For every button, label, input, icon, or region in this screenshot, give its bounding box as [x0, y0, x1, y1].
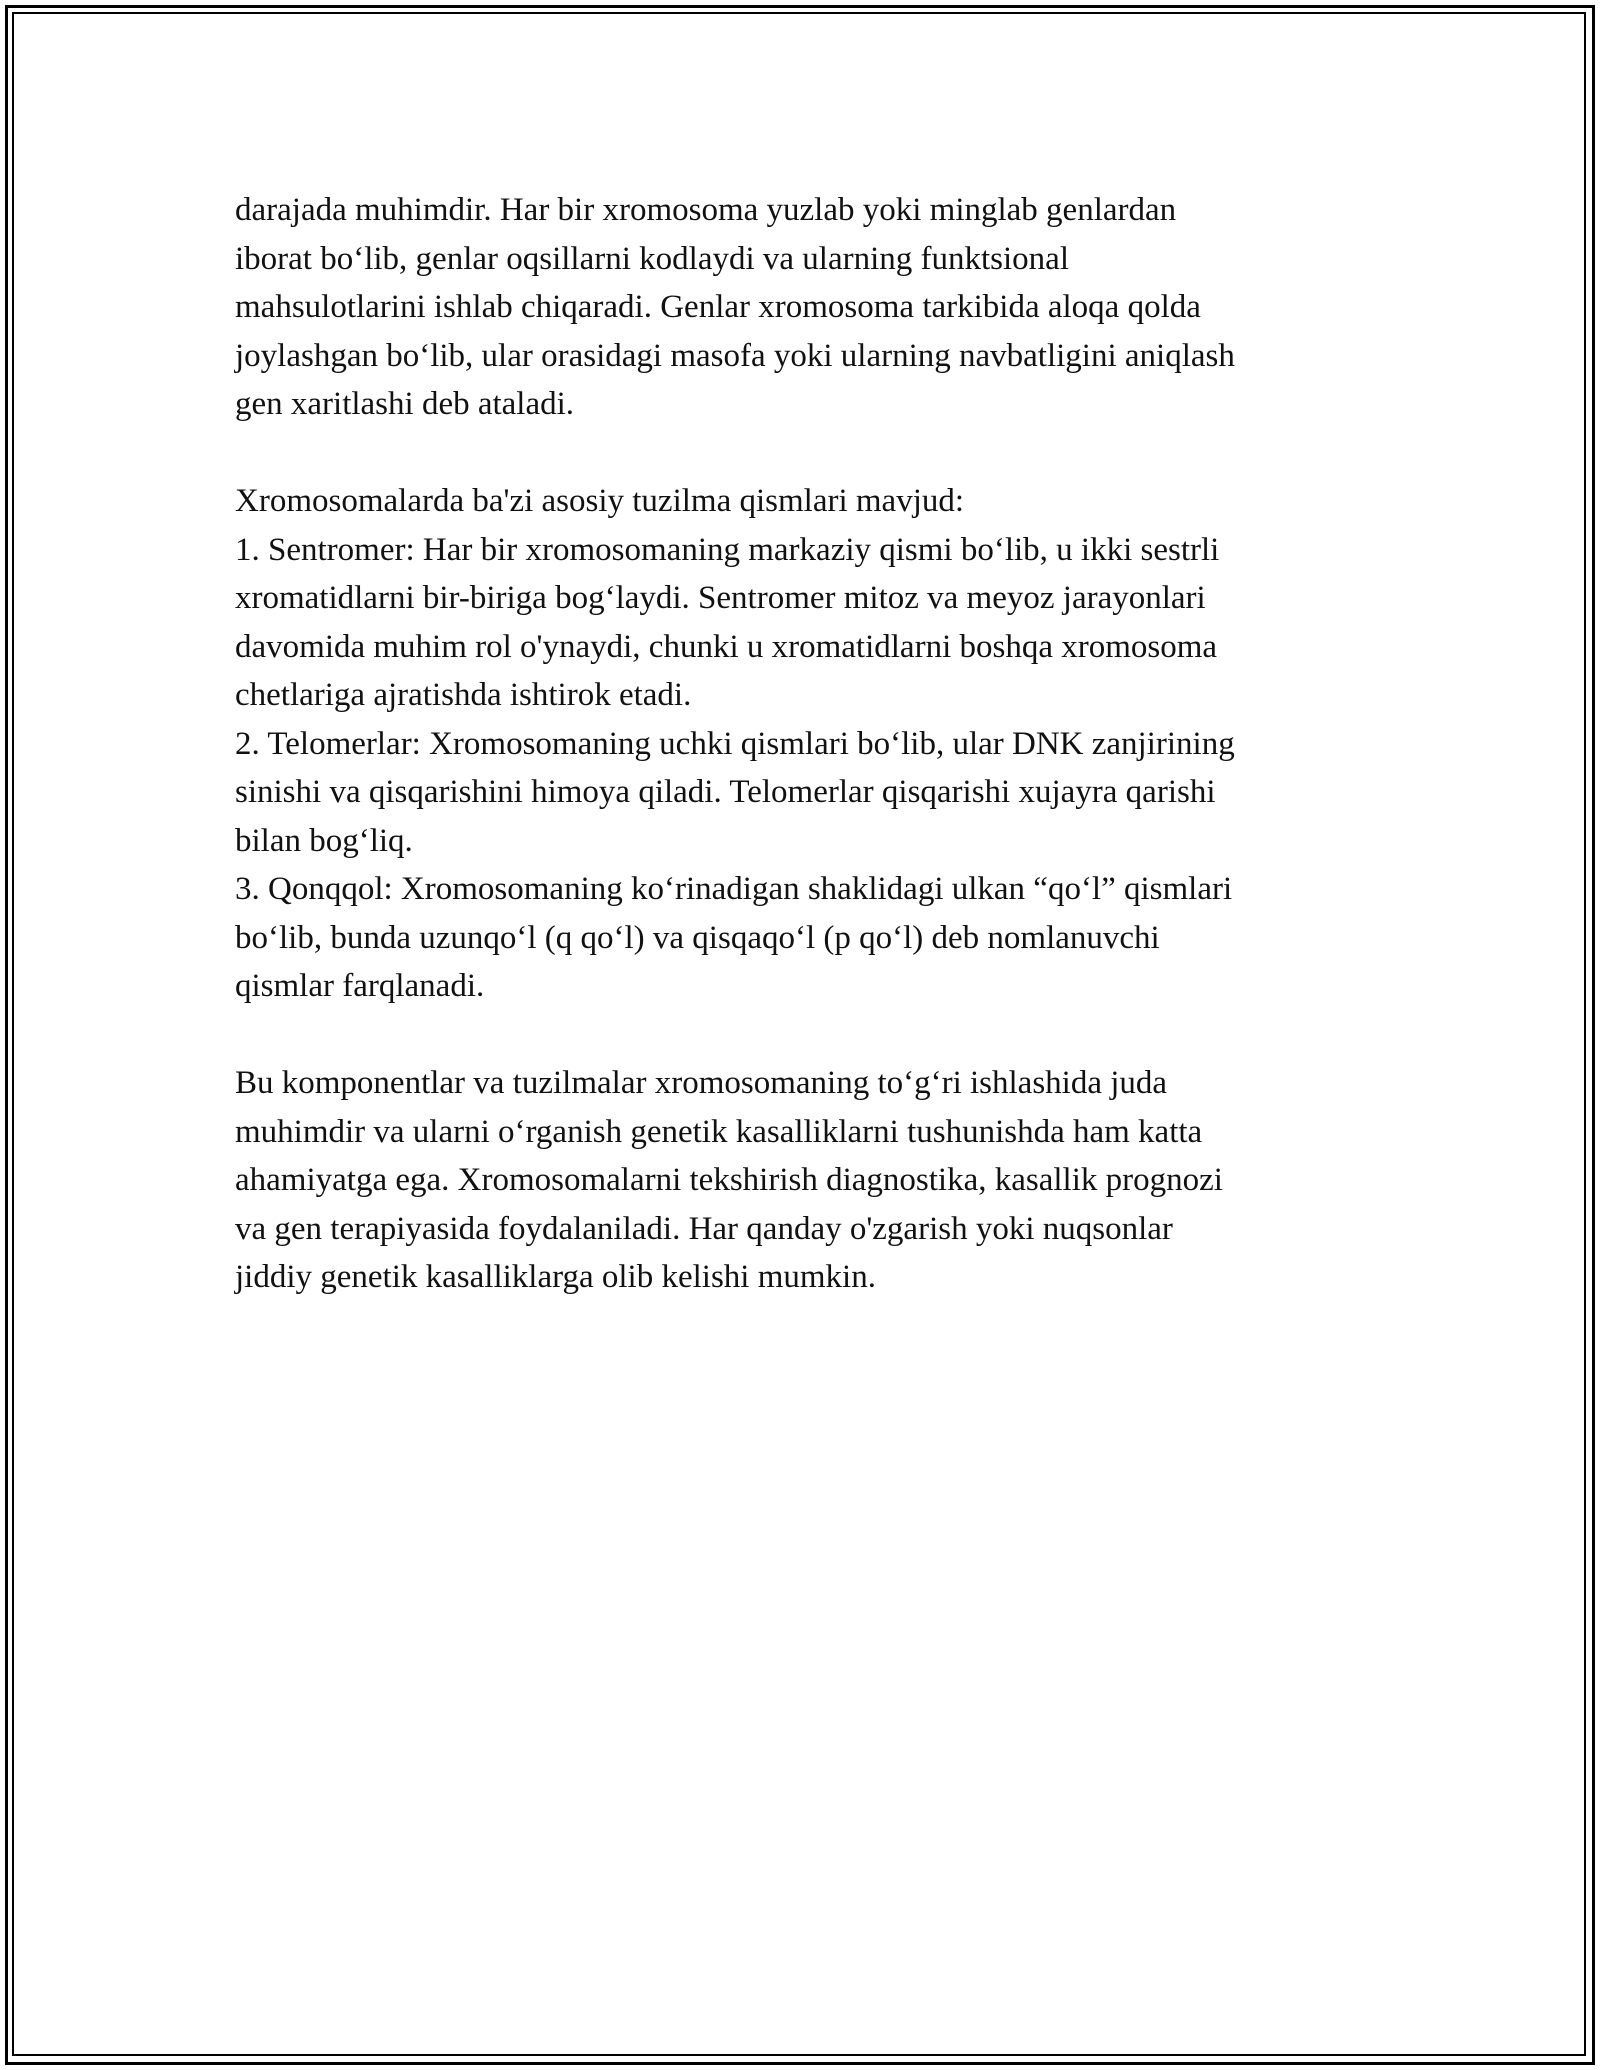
text-line: 3. Qonqqol: Xromosomaning ko‘rinadigan shaklidagi ulkan “qo‘l” qismlari [235, 871, 1233, 907]
text-line: xromatidlarni bir-biriga bog‘laydi. Sentromer mitoz va meyoz jarayonlari [235, 580, 1206, 616]
text-line: bilan bog‘liq. [235, 822, 413, 859]
text-line: bo‘lib, bunda uzunqo‘l (q qo‘l) va qisqaqo‘l (p qo‘l) deb nomlanuvchi [235, 919, 1160, 956]
text-line: gen xaritlashi deb ataladi. [235, 386, 575, 422]
text-line: darajada muhimdir. Har bir xromosoma yuzlab yoki minglab genlardan [235, 192, 1177, 228]
paragraph-structure-list [235, 477, 1375, 1011]
paragraph-gap [235, 1011, 1375, 1060]
paragraph-gap [235, 429, 1375, 478]
text-line: chetlariga ajratishda ishtirok etadi. [235, 677, 692, 713]
text-line: davomida muhim rol o'ynaydi, chunki u xromatidlarni boshqa xromosoma [235, 628, 1218, 665]
paragraph-conclusion [235, 1059, 1375, 1302]
paragraph-gene-mapping [235, 186, 1375, 429]
document-body [235, 186, 1375, 1302]
text-line: qismlar farqlanadi. [235, 968, 485, 1004]
text-line: Bu komponentlar va tuzilmalar xromosomaning to‘g‘ri ishlashida juda [235, 1065, 1168, 1101]
text-line: jiddiy genetik kasalliklarga olib kelishi mumkin. [235, 1259, 876, 1295]
text-line: 1. Sentromer: Har bir xromosomaning markaziy qismi bo‘lib, u ikki sestrli [235, 531, 1220, 568]
text-line: sinishi va qisqarishini himoya qiladi. Telomerlar qisqarishi xujayra qarishi [235, 774, 1216, 810]
text-line: iborat bo‘lib, genlar oqsillarni kodlaydi va ularning funktsional [235, 240, 1069, 277]
text-line: 2. Telomerlar: Xromosomaning uchki qismlari bo‘lib, ular DNK zanjirining [235, 725, 1235, 762]
text-line: joylashgan bo‘lib, ular orasidagi masofa yoki ularning navbatligini aniqlash [235, 337, 1235, 374]
text-line: mahsulotlarini ishlab chiqaradi. Genlar xromosoma tarkibida aloqa qolda [235, 289, 1201, 325]
text-line: va gen terapiyasida foydalaniladi. Har qanday o'zgarish yoki nuqsonlar [235, 1210, 1173, 1247]
text-line: Xromosomalarda ba'zi asosiy tuzilma qismlari mavjud: [235, 483, 965, 519]
text-line: ahamiyatga ega. Xromosomalarni tekshirish diagnostika, kasallik prognozi [235, 1162, 1223, 1198]
text-line: muhimdir va ularni o‘rganish genetik kasalliklarni tushunishda ham katta [235, 1113, 1203, 1150]
